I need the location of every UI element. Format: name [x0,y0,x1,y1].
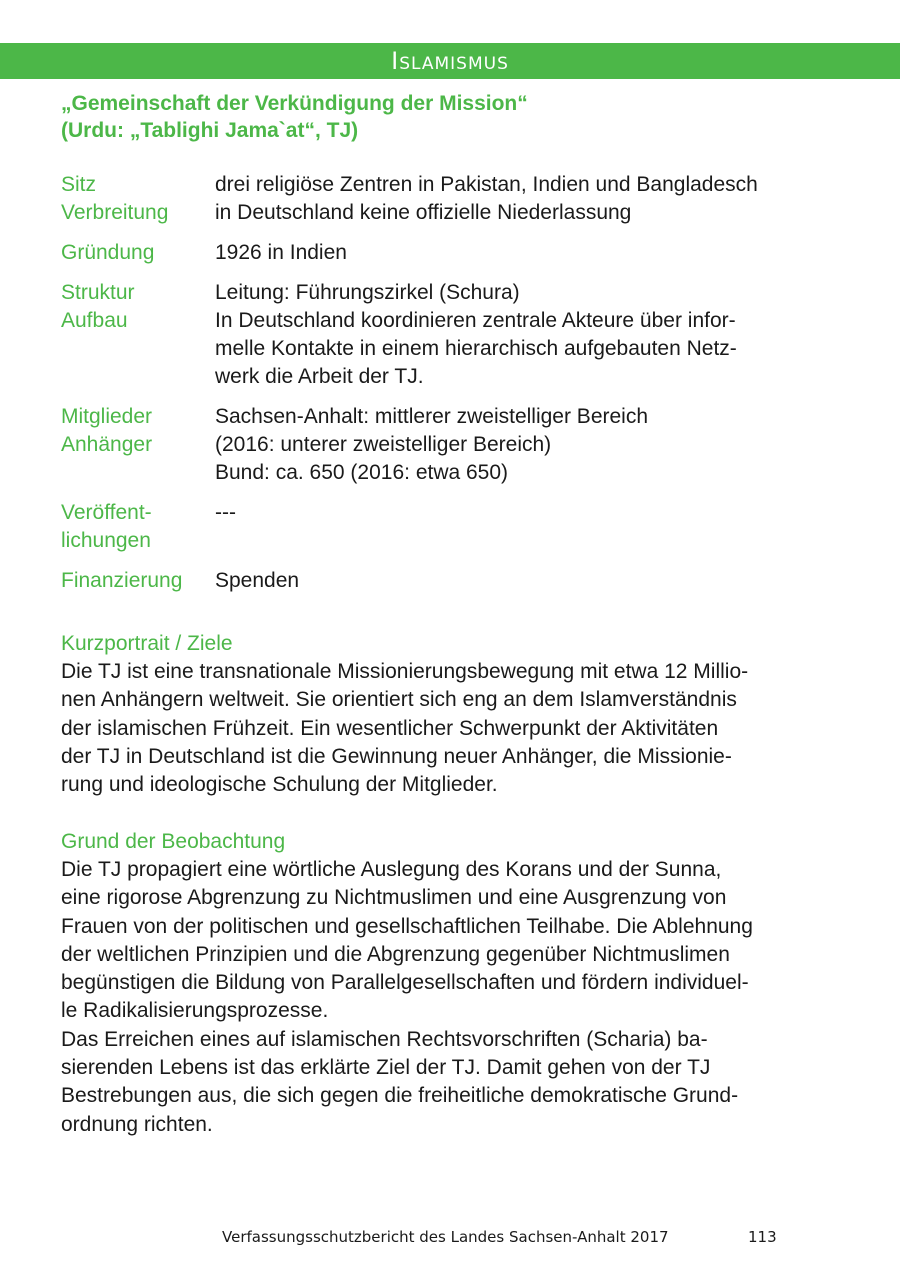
footer-text: Verfassungsschutzbericht des Landes Sachsen-Anhalt 2017 [222,1228,669,1246]
fact-label-line: Aufbau [61,309,128,332]
kurzportrait-heading: Kurzportrait / Ziele [61,632,233,655]
fact-table [61,171,851,607]
fact-label-line: Struktur [61,281,135,304]
beobachtung-heading: Grund der Beobachtung [61,830,286,853]
fact-label [61,239,215,267]
fact-label [61,171,215,227]
paragraph-line: sierenden Lebens ist das erklärte Ziel der TJ. Damit gehen von der TJ [61,1056,711,1080]
fact-label-line: Verbreitung [61,201,169,224]
fact-label [61,403,215,487]
paragraph-line: Frauen von der politischen und gesellschaftlichen Teilhabe. Die Ablehnung [61,914,753,938]
fact-value [215,403,851,487]
fact-label-line: Mitglieder [61,405,153,428]
paragraph-line: Die TJ ist eine transnationale Missionierungsbewegung mit etwa 12 Millio- [61,660,749,683]
paragraph-line: begünstigen die Bildung von Parallelgesellschaften und fördern individuel- [61,971,749,995]
paragraph-line: le Radikalisierungsprozesse. [61,999,329,1023]
paragraph-line: der weltlichen Prinzipien und die Abgrenzung gegenüber Nichtmuslimen [61,942,730,966]
fact-value-line: drei religiöse Zentren in Pakistan, Indien und Bangladesch [215,173,758,196]
fact-value [215,567,851,595]
fact-label-line: Gründung [61,241,155,264]
paragraph-line: eine rigorose Abgrenzung zu Nichtmuslimen und eine Ausgrenzung von [61,886,727,910]
kurzportrait-body [61,658,851,799]
fact-value-line: werk die Arbeit der TJ. [215,365,424,388]
fact-row [61,499,851,555]
beobachtung-body [61,856,851,1139]
fact-row [61,239,851,267]
fact-value-line: (2016: unterer zweistelliger Bereich) [215,433,552,456]
title-line-1: „Gemeinschaft der Verkündigung der Mission“ [61,92,528,115]
fact-value [215,171,851,227]
section-title: Islamismus [391,47,509,75]
fact-label [61,279,215,391]
fact-label-line: Finanzierung [61,569,183,592]
fact-label [61,567,215,595]
paragraph-line: Bestrebungen aus, die sich gegen die freiheitliche demokratische Grund- [61,1084,739,1108]
fact-value-line: Spenden [215,569,300,592]
title-line-2: (Urdu: „Tablighi Jama`at“, TJ) [61,119,359,142]
paragraph-line: Das Erreichen eines auf islamischen Rechtsvorschriften (Scharia) ba- [61,1027,708,1051]
fact-label-line: Sitz [61,173,97,196]
paragraph-line: der islamischen Frühzeit. Ein wesentlicher Schwerpunkt der Aktivitäten [61,716,719,740]
fact-value [215,239,851,267]
fact-value [215,279,851,391]
fact-value [215,499,851,555]
fact-row [61,567,851,595]
fact-value-line: in Deutschland keine offizielle Niederlassung [215,201,632,224]
fact-row [61,171,851,227]
fact-label [61,499,215,555]
fact-value-line: Sachsen-Anhalt: mittlerer zweistelliger Bereich [215,405,649,428]
fact-value-line: --- [215,501,236,524]
organization-title [61,90,861,144]
fact-value-line: In Deutschland koordinieren zentrale Akteure über infor- [215,309,736,332]
paragraph-line: ordnung richten. [61,1112,213,1136]
fact-row [61,279,851,391]
section-banner [0,43,900,79]
page-number: 113 [748,1228,777,1246]
fact-row [61,403,851,487]
paragraph-line: rung und ideologische Schulung der Mitglieder. [61,773,498,797]
fact-value-line: Leitung: Führungszirkel (Schura) [215,281,520,304]
kurzportrait-section [61,630,851,799]
fact-label-line: Anhänger [61,433,153,456]
fact-value-line: 1926 in Indien [215,241,347,264]
paragraph-line: Die TJ propagiert eine wörtliche Auslegung des Korans und der Sunna, [61,858,722,881]
beobachtung-section [61,828,851,1139]
fact-value-line: melle Kontakte in einem hierarchisch aufgebauten Netz- [215,337,737,360]
fact-label-line: Veröffent- [61,501,152,524]
fact-label-line: lichungen [61,529,151,552]
paragraph-line: nen Anhängern weltweit. Sie orientiert sich eng an dem Islamverständnis [61,688,737,712]
fact-value-line: Bund: ca. 650 (2016: etwa 650) [215,461,509,484]
paragraph-line: der TJ in Deutschland ist die Gewinnung neuer Anhänger, die Missionie- [61,744,732,768]
